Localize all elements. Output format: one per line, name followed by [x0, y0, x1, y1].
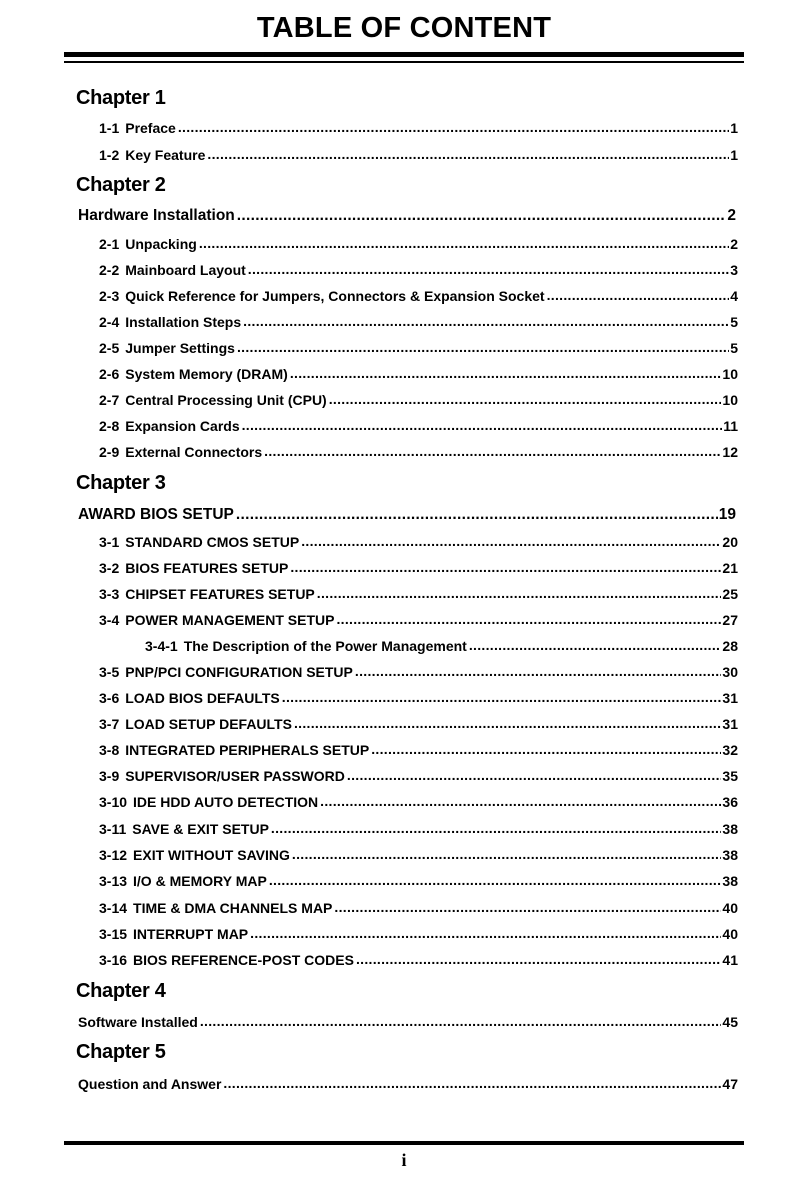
- entry-page: 30: [722, 664, 738, 680]
- entry-number: 3-13: [99, 873, 128, 889]
- entry-page: 35: [722, 768, 738, 784]
- dot-leader: [200, 1014, 722, 1030]
- entry-page: 28: [722, 638, 738, 654]
- page-title: TABLE OF CONTENT: [256, 12, 552, 44]
- entry-title: IDE HDD AUTO DETECTION: [133, 794, 319, 810]
- entry-title: External Connectors: [125, 444, 263, 460]
- toc-entry-3-15[interactable]: [99, 922, 738, 942]
- dot-leader: [317, 586, 722, 602]
- dot-leader: [547, 288, 730, 304]
- entry-title: Jumper Settings: [125, 340, 235, 356]
- entry-page: 38: [722, 873, 738, 889]
- entry-number: 2-4: [99, 314, 120, 330]
- toc-entry-3-9[interactable]: [99, 764, 738, 784]
- entry-title: BIOS REFERENCE-POST CODES: [133, 952, 354, 968]
- footer-rule: [64, 1141, 744, 1145]
- entry-title: CHIPSET FEATURES SETUP: [125, 586, 315, 602]
- dot-leader: [356, 952, 721, 968]
- entry-page: 31: [722, 690, 738, 706]
- entry-page: 38: [722, 847, 738, 863]
- entry-title: Question and Answer: [78, 1076, 222, 1092]
- entry-title: BIOS FEATURES SETUP: [125, 560, 289, 576]
- dot-leader: [248, 262, 729, 278]
- entry-number: 3-4-1: [145, 638, 178, 654]
- dot-leader: [290, 366, 722, 382]
- dot-leader: [242, 418, 723, 434]
- chapter-2-heading: Chapter 2: [76, 174, 166, 196]
- chapter-1-heading: Chapter 1: [76, 87, 166, 109]
- entry-number: 3-2: [99, 560, 120, 576]
- entry-number: 3-8: [99, 742, 120, 758]
- entry-page: 40: [722, 900, 738, 916]
- entry-page: 10: [722, 366, 738, 382]
- entry-title: POWER MANAGEMENT SETUP: [125, 612, 335, 628]
- entry-title: Unpacking: [125, 236, 197, 252]
- toc-entry-3-2[interactable]: [99, 556, 738, 576]
- entry-title: I/O & MEMORY MAP: [133, 873, 267, 889]
- entry-number: 3-10: [99, 794, 128, 810]
- entry-page: 10: [722, 392, 738, 408]
- entry-number: 3-3: [99, 586, 120, 602]
- toc-entry-3-14[interactable]: [99, 896, 738, 916]
- entry-number: 2-7: [99, 392, 120, 408]
- dot-leader: [320, 794, 721, 810]
- dot-leader: [301, 534, 721, 550]
- toc-entry-3-4[interactable]: [99, 608, 738, 628]
- entry-title: Central Processing Unit (CPU): [125, 392, 327, 408]
- entry-title: EXIT WITHOUT SAVING: [133, 847, 290, 863]
- entry-number: 2-6: [99, 366, 120, 382]
- toc-entry-3-16[interactable]: [99, 948, 738, 968]
- entry-number: 3-16: [99, 952, 128, 968]
- entry-title: SUPERVISOR/USER PASSWORD: [125, 768, 345, 784]
- entry-title: Hardware Installation: [78, 207, 235, 224]
- entry-number: 2-3: [99, 288, 120, 304]
- entry-title: STANDARD CMOS SETUP: [125, 534, 300, 550]
- toc-entry-2-6[interactable]: [99, 362, 738, 382]
- entry-number: 3-5: [99, 664, 120, 680]
- dot-leader: [355, 664, 722, 680]
- toc-entry-2-2[interactable]: [99, 258, 738, 278]
- entry-title: Expansion Cards: [125, 418, 240, 434]
- entry-title: LOAD BIOS DEFAULTS: [125, 690, 280, 706]
- entry-title: Software Installed: [78, 1014, 198, 1030]
- entry-page: 2: [730, 236, 738, 252]
- entry-title: SAVE & EXIT SETUP: [132, 821, 269, 837]
- dot-leader: [223, 1076, 721, 1092]
- chapter-3-heading: Chapter 3: [76, 472, 166, 494]
- entry-number: 3-15: [99, 926, 128, 942]
- chapter-5-heading: Chapter 5: [76, 1041, 166, 1063]
- entry-title: System Memory (DRAM): [125, 366, 288, 382]
- entry-page: 41: [722, 952, 738, 968]
- entry-page: 5: [730, 314, 738, 330]
- toc-entry-2-9[interactable]: [99, 440, 738, 460]
- dot-leader: [347, 768, 722, 784]
- entry-number: 3-12: [99, 847, 128, 863]
- entry-number: 3-9: [99, 768, 120, 784]
- entry-page: 2: [727, 207, 736, 224]
- entry-title: Key Feature: [125, 147, 206, 163]
- dot-leader: [269, 873, 722, 889]
- entry-title: Installation Steps: [125, 314, 242, 330]
- toc-entry-3-8[interactable]: [99, 738, 738, 758]
- toc-entry-1-2[interactable]: [99, 143, 738, 163]
- toc-entry-2-3[interactable]: [99, 284, 738, 304]
- dot-leader: [292, 847, 722, 863]
- toc-entry-3-11[interactable]: [99, 817, 738, 837]
- dot-leader: [469, 638, 722, 654]
- dot-leader: [282, 690, 722, 706]
- title-rule-thick: [64, 52, 744, 57]
- entry-title: Quick Reference for Jumpers, Connectors & Expansion Socket: [125, 288, 545, 304]
- entry-number: 2-8: [99, 418, 120, 434]
- dot-leader: [336, 612, 721, 628]
- entry-number: 3-14: [99, 900, 128, 916]
- entry-page: 45: [722, 1014, 738, 1030]
- entry-title: AWARD BIOS SETUP: [78, 506, 234, 523]
- toc-entry-3-13[interactable]: [99, 869, 738, 889]
- entry-page: 36: [722, 794, 738, 810]
- dot-leader: [199, 236, 729, 252]
- dot-leader: [243, 314, 729, 330]
- dot-leader: [334, 900, 721, 916]
- entry-title: TIME & DMA CHANNELS MAP: [133, 900, 333, 916]
- chapter-4-heading: Chapter 4: [76, 980, 166, 1002]
- entry-number: 1-2: [99, 147, 120, 163]
- page-number: i: [401, 1150, 407, 1170]
- dot-leader: [178, 120, 729, 136]
- toc-entry-software-installed[interactable]: [78, 1010, 738, 1030]
- dot-leader: [294, 716, 721, 732]
- toc-entry-award-bios-setup[interactable]: [78, 504, 736, 524]
- toc-entry-2-8[interactable]: [99, 414, 738, 434]
- entry-title: Mainboard Layout: [125, 262, 246, 278]
- entry-number: 2-1: [99, 236, 120, 252]
- dot-leader: [207, 147, 729, 163]
- entry-page: 25: [722, 586, 738, 602]
- entry-number: 3-4: [99, 612, 120, 628]
- entry-title: Preface: [125, 120, 176, 136]
- entry-page: 31: [722, 716, 738, 732]
- toc-entry-3-7[interactable]: [99, 712, 738, 732]
- entry-page: 1: [730, 120, 738, 136]
- entry-page: 4: [730, 288, 738, 304]
- dot-leader: [290, 560, 721, 576]
- entry-page: 20: [722, 534, 738, 550]
- toc-entry-3-10[interactable]: [99, 790, 738, 810]
- entry-page: 3: [730, 262, 738, 278]
- entry-page: 12: [722, 444, 738, 460]
- dot-leader: [236, 507, 718, 525]
- entry-number: 2-2: [99, 262, 120, 278]
- toc-entry-3-6[interactable]: [99, 686, 738, 706]
- entry-page: 19: [718, 506, 736, 523]
- entry-number: 1-1: [99, 120, 120, 136]
- dot-leader: [371, 742, 721, 758]
- entry-page: 38: [722, 821, 738, 837]
- entry-page: 27: [722, 612, 738, 628]
- dot-leader: [237, 208, 727, 226]
- entry-title: The Description of the Power Management: [183, 638, 467, 654]
- entry-page: 47: [722, 1076, 738, 1092]
- dot-leader: [237, 340, 729, 356]
- entry-title: INTEGRATED PERIPHERALS SETUP: [125, 742, 370, 758]
- toc-entry-2-1[interactable]: [99, 232, 738, 252]
- toc-entry-3-4-1[interactable]: [145, 634, 738, 654]
- dot-leader: [329, 392, 722, 408]
- entry-page: 32: [722, 742, 738, 758]
- entry-title: PNP/PCI CONFIGURATION SETUP: [125, 664, 353, 680]
- entry-page: 5: [730, 340, 738, 356]
- entry-number: 3-6: [99, 690, 120, 706]
- toc-entry-3-1[interactable]: [99, 530, 738, 550]
- entry-title: LOAD SETUP DEFAULTS: [125, 716, 292, 732]
- entry-title: INTERRUPT MAP: [133, 926, 249, 942]
- entry-page: 11: [723, 418, 738, 434]
- entry-number: 3-7: [99, 716, 120, 732]
- entry-page: 1: [730, 147, 738, 163]
- toc-entry-1-1[interactable]: [99, 116, 738, 136]
- toc-entry-2-4[interactable]: [99, 310, 738, 330]
- toc-entry-3-5[interactable]: [99, 660, 738, 680]
- title-rule-thin: [64, 61, 744, 63]
- toc-entry-2-5[interactable]: [99, 336, 738, 356]
- entry-page: 21: [722, 560, 738, 576]
- entry-number: 2-9: [99, 444, 120, 460]
- entry-number: 2-5: [99, 340, 120, 356]
- toc-entry-question-and-answer[interactable]: [78, 1072, 738, 1092]
- toc-entry-hardware-installation[interactable]: [78, 205, 736, 225]
- entry-number: 3-11: [99, 821, 127, 837]
- toc-entry-3-3[interactable]: [99, 582, 738, 602]
- entry-number: 3-1: [99, 534, 120, 550]
- toc-entry-3-12[interactable]: [99, 843, 738, 863]
- dot-leader: [271, 821, 722, 837]
- dot-leader: [264, 444, 721, 460]
- dot-leader: [250, 926, 721, 942]
- toc-entry-2-7[interactable]: [99, 388, 738, 408]
- entry-page: 40: [722, 926, 738, 942]
